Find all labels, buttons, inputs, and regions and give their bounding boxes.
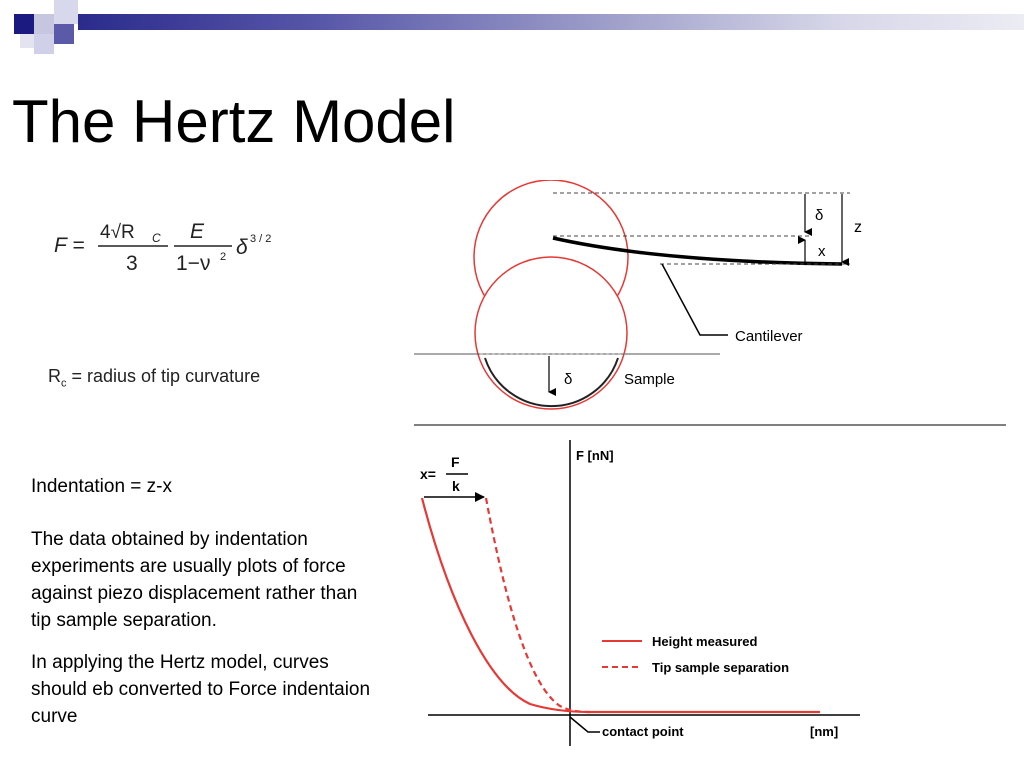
height-measured-curve	[422, 498, 820, 712]
y-axis-label: F [nN]	[576, 448, 614, 463]
legend	[602, 634, 789, 675]
formula-rc-subscript: C	[152, 231, 161, 245]
x-axis-label: [nm]	[810, 724, 839, 739]
legend-tip-separation: Tip sample separation	[652, 660, 790, 675]
hertz-formula	[50, 212, 300, 282]
contact-point-pointer	[570, 717, 600, 732]
sample-delta-label: δ	[564, 371, 573, 388]
header-gradient-bar	[78, 14, 1024, 30]
rc-symbol: R	[48, 366, 61, 386]
corner-square-2	[34, 14, 54, 34]
formula-nu-exponent: 2	[220, 251, 227, 263]
cantilever-label: Cantilever	[735, 328, 803, 345]
indentation-diagram	[410, 180, 1010, 430]
rc-subscript: c	[61, 377, 67, 390]
delta-label: δ	[815, 207, 824, 224]
frac-denominator: k	[452, 478, 460, 494]
force-curve-diagram	[410, 436, 1020, 756]
tip-circle-indented	[475, 257, 627, 409]
indentation-text: Indentation = z-x	[31, 476, 173, 497]
formula-delta-exponent: 3 / 2	[250, 233, 272, 245]
body-paragraph-1: The data obtained by indentation experiments are usually plots of force against piezo displacement rather than tip sample separation.	[31, 529, 358, 631]
legend-height-measured: Height measured	[652, 634, 758, 649]
sample-label: Sample	[624, 371, 675, 388]
formula-delta: δ	[236, 236, 248, 259]
formula-denominator-2: 1−ν	[176, 252, 211, 275]
corner-square-3	[54, 0, 78, 24]
corner-square-5	[54, 24, 74, 44]
z-label: z	[854, 219, 862, 236]
formula-numerator-2: E	[190, 220, 205, 243]
cantilever-pointer	[662, 264, 728, 335]
slide-title: The Hertz Model	[12, 88, 456, 155]
contact-point-label: contact point	[602, 724, 684, 739]
x-label: x	[818, 243, 826, 260]
cantilever-beam	[553, 238, 842, 264]
corner-square-1	[14, 14, 34, 34]
x-eq-label: x=	[420, 466, 436, 482]
body-paragraph-2: In applying the Hertz model, curves should eb converted to Force indentaion curve	[31, 652, 371, 727]
frac-numerator: F	[451, 454, 460, 470]
corner-square-4	[34, 34, 54, 54]
rc-text: = radius of tip curvature	[66, 366, 261, 386]
formula-numerator-1: 4√R	[100, 222, 135, 243]
corner-square-6	[20, 34, 34, 48]
formula-denominator-1: 3	[126, 252, 138, 275]
formula-lhs: F =	[54, 234, 85, 257]
rc-definition	[48, 366, 260, 390]
